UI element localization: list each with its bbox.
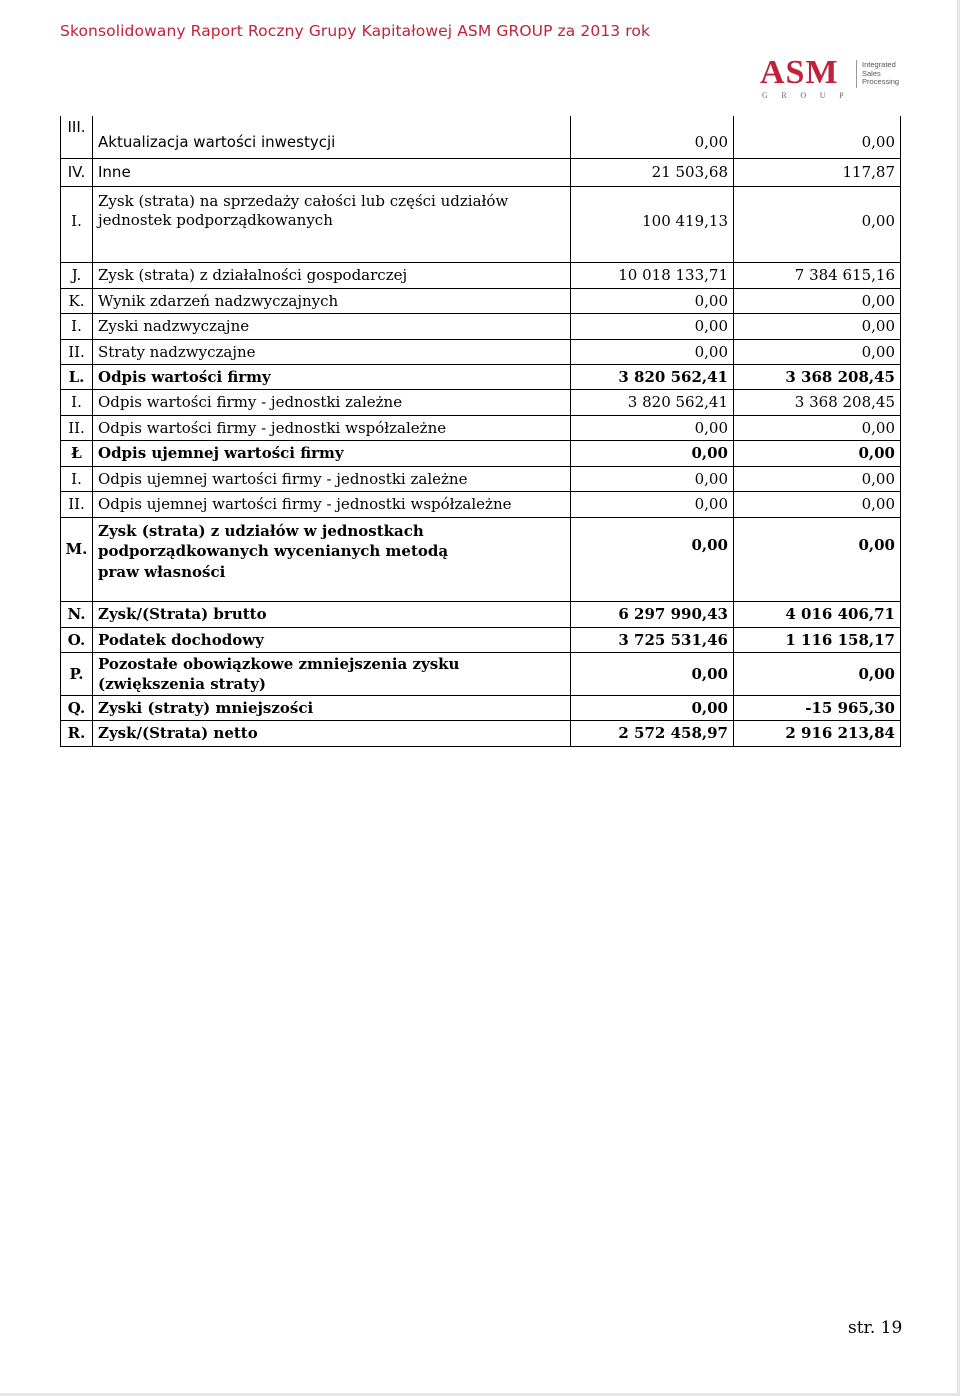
row-description: Zysk/(Strata) netto: [93, 720, 571, 746]
table-row: [61, 415, 901, 440]
row-description: Odpis wartości firmy - jednostki współzależne: [93, 415, 571, 440]
value-2012: 3 368 208,45: [734, 364, 901, 389]
value-2012: 3 368 208,45: [734, 389, 901, 415]
table-row: [61, 627, 901, 652]
value-2013: 0,00: [571, 440, 734, 466]
row-description: Wynik zdarzeń nadzwyczajnych: [93, 288, 571, 313]
value-2012: 1 116 158,17: [734, 627, 901, 652]
row-label: Ł: [61, 440, 93, 466]
table-row: [61, 466, 901, 491]
logo-wordmark: ASM: [760, 54, 839, 91]
value-2012: 0,00: [734, 415, 901, 440]
row-description: Odpis wartości firmy - jednostki zależne: [93, 389, 571, 415]
row-description: Zysk/(Strata) brutto: [93, 601, 571, 627]
value-2013: 100 419,13: [571, 186, 734, 240]
value-2013: 21 503,68: [571, 158, 734, 186]
report-header-title: Skonsolidowany Raport Roczny Grupy Kapitałowej ASM GROUP za 2013 rok: [60, 22, 651, 40]
value-2013: 0,00: [571, 415, 734, 440]
table-row: [61, 491, 901, 517]
logo-group-text: GROUP: [762, 91, 858, 100]
value-2012: 0,00: [734, 288, 901, 313]
page-number: str. 19: [848, 1318, 903, 1338]
value-2013: 0,00: [571, 652, 734, 695]
value-2012: 0,00: [734, 339, 901, 364]
row-label: III.: [61, 116, 93, 158]
value-2012: 117,87: [734, 158, 901, 186]
table-row: [61, 158, 901, 186]
row-description: Inne: [93, 158, 571, 186]
row-label: J.: [61, 262, 93, 288]
value-2013: 0,00: [571, 313, 734, 339]
value-2012: 7 384 615,16: [734, 262, 901, 288]
value-2013: 3 820 562,41: [571, 364, 734, 389]
row-description: Odpis wartości firmy: [93, 364, 571, 389]
value-2013: 0,00: [571, 466, 734, 491]
row-description: Aktualizacja wartości inwestycji: [93, 116, 571, 158]
value-2012: 0,00: [734, 313, 901, 339]
value-2012: 2 916 213,84: [734, 720, 901, 746]
asm-group-logo: [760, 54, 910, 102]
value-2012: -15 965,30: [734, 695, 901, 720]
table-row: [61, 601, 901, 627]
row-label: I.: [61, 186, 93, 240]
value-2013: 2 572 458,97: [571, 720, 734, 746]
table-row: [61, 389, 901, 415]
row-label: N.: [61, 601, 93, 627]
value-2012: 0,00: [734, 186, 901, 240]
value-2013: 0,00: [571, 517, 734, 601]
table-row: [61, 116, 901, 158]
row-description: Zysk (strata) z działalności gospodarczej: [93, 262, 571, 288]
income-statement-table: [60, 116, 901, 747]
row-label: R.: [61, 720, 93, 746]
value-2013: 0,00: [571, 491, 734, 517]
value-2012: 0,00: [734, 440, 901, 466]
row-description: Odpis ujemnej wartości firmy: [93, 440, 571, 466]
table-row: [61, 517, 901, 601]
row-label: Q.: [61, 695, 93, 720]
value-2012: 0,00: [734, 466, 901, 491]
table-row: [61, 364, 901, 389]
value-2013: 6 297 990,43: [571, 601, 734, 627]
value-2012: 0,00: [734, 116, 901, 158]
value-2012: 0,00: [734, 491, 901, 517]
row-description: Odpis ujemnej wartości firmy - jednostki zależne: [93, 466, 571, 491]
table-row: [61, 288, 901, 313]
table-row: [61, 695, 901, 720]
value-2013: 0,00: [571, 116, 734, 158]
table-row: [61, 186, 901, 240]
row-label: I.: [61, 313, 93, 339]
table-spacer-row: [61, 240, 901, 262]
value-2013: 0,00: [571, 695, 734, 720]
row-label: II.: [61, 415, 93, 440]
row-description: Straty nadzwyczajne: [93, 339, 571, 364]
row-label: II.: [61, 491, 93, 517]
row-label: M.: [61, 517, 93, 601]
value-2013: 0,00: [571, 339, 734, 364]
value-2012: 4 016 406,71: [734, 601, 901, 627]
row-description: Zyski (straty) mniejszości: [93, 695, 571, 720]
value-2013: 3 820 562,41: [571, 389, 734, 415]
table-row: [61, 313, 901, 339]
value-2013: 0,00: [571, 288, 734, 313]
value-2013: 3 725 531,46: [571, 627, 734, 652]
row-label: O.: [61, 627, 93, 652]
table-row: [61, 262, 901, 288]
logo-tagline: Integrated Sales Processing: [862, 60, 900, 86]
row-label: II.: [61, 339, 93, 364]
table-row: [61, 652, 901, 695]
row-label: L.: [61, 364, 93, 389]
table-row: [61, 440, 901, 466]
row-description: Odpis ujemnej wartości firmy - jednostki współzależne: [93, 491, 571, 517]
row-description: Zysk (strata) na sprzedaży całości lub części udziałów jednostek podporządkowanych: [93, 186, 571, 240]
row-label: K.: [61, 288, 93, 313]
row-description: Pozostałe obowiązkowe zmniejszenia zysku (zwiększenia straty): [93, 652, 571, 695]
row-label: I.: [61, 466, 93, 491]
value-2013: 10 018 133,71: [571, 262, 734, 288]
row-label: IV.: [61, 158, 93, 186]
value-2012: 0,00: [734, 652, 901, 695]
row-description: Zyski nadzwyczajne: [93, 313, 571, 339]
row-label: I.: [61, 389, 93, 415]
row-description: Podatek dochodowy: [93, 627, 571, 652]
table-row: [61, 720, 901, 746]
row-label: P.: [61, 652, 93, 695]
value-2012: 0,00: [734, 517, 901, 601]
table-row: [61, 339, 901, 364]
row-description: Zysk (strata) z udziałów w jednostkach podporządkowanych wycenianych metodą praw własności: [93, 517, 571, 601]
logo-divider: [856, 60, 857, 88]
